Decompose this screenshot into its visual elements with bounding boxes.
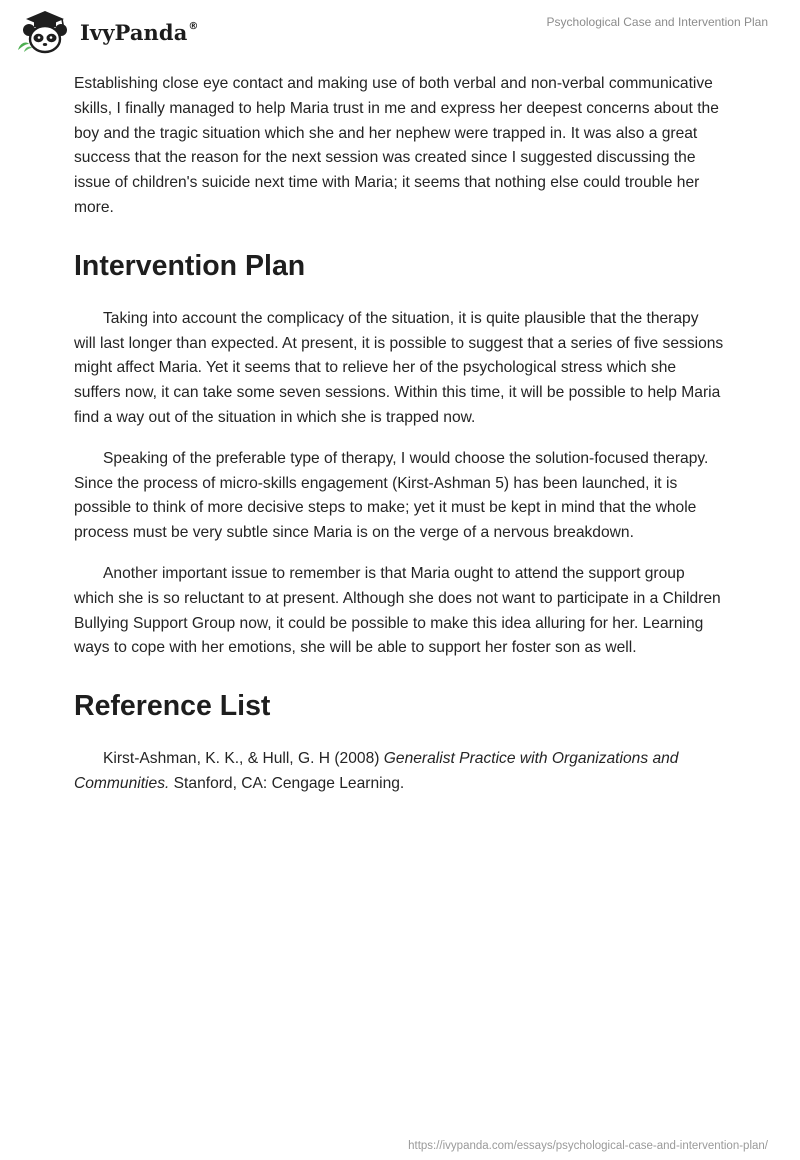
intro-paragraph: Establishing close eye contact and making use of both verbal and non-verbal communicative skills, I finally managed to help Maria trust in me and express her deepest concerns about the boy and the tragic situation which she and her nephew were trapped in. It was also a great success that the reason for the next session was created since I suggested discussing the issue of children's suicide next time with Maria; it seems that nothing else could trouble her more. xyxy=(74,75,719,216)
reference-entry xyxy=(74,747,724,797)
essay-content xyxy=(74,72,724,813)
section-heading-intervention-plan: Intervention Plan xyxy=(74,249,306,282)
brand-name: IvyPanda® xyxy=(80,19,199,45)
registered-mark: ® xyxy=(188,20,199,32)
section-heading-reference-list: Reference List xyxy=(74,690,271,723)
reference-publisher: Stanford, CA: Cengage Learning. xyxy=(169,774,405,792)
reference-authors: Kirst-Ashman, K. K., & Hull, G. H (2008) xyxy=(103,750,384,768)
brand-logo[interactable] xyxy=(14,8,199,54)
source-url-link[interactable]: https://ivypanda.com/essays/psychological-case-and-intervention-plan/ xyxy=(408,1140,768,1152)
document-title: Psychological Case and Intervention Plan xyxy=(546,15,768,29)
paragraph: Another important issue to remember is that Maria ought to attend the support group which she is so reluctant to at present. Although she does not want to participate in a Children Bullying Support Group now, it could be possible to make this idea alluring for her. Learning ways to cope with her emotions, she will be able to support her foster son as well. xyxy=(74,564,721,657)
paragraph: Speaking of the preferable type of therapy, I would choose the solution-focused therapy. Since the process of micro-skills engagement (Kirst-Ashman 5) has been launched, it is possible to think of more decisive steps to make; yet it must be kept in mind that the whole process must be very subtle since Maria is on the verge of a nervous breakdown. xyxy=(74,449,709,542)
panda-graduate-icon xyxy=(14,8,76,54)
reference-title: Generalist Practice with Organizations and Communities. xyxy=(74,750,679,792)
paragraph: Taking into account the complicacy of the situation, it is quite plausible that the therapy will last longer than expected. At present, it is possible to suggest that a series of five sessions might affect Maria. Yet it seems that to relieve her of the psychological stress which she suffers now, it can take some seven sessions. Within this time, it will be possible to help Maria find a way out of the situation in which she is trapped now. xyxy=(74,309,724,426)
page-header xyxy=(0,0,800,60)
